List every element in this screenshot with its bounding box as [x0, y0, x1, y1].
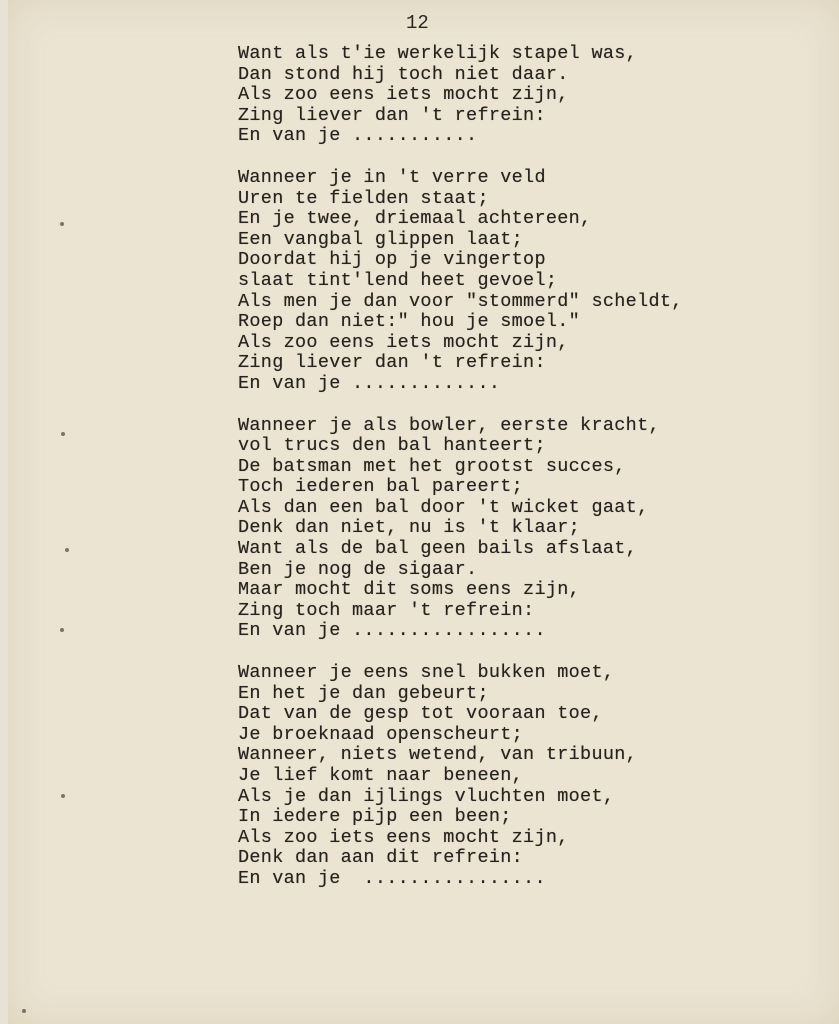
poem-line: Wanneer je eens snel bukken moet,: [238, 662, 615, 684]
poem-line: Uren te fielden staat;: [238, 187, 489, 209]
poem-line: Denk dan aan dit refrein:: [238, 847, 524, 869]
poem-line: In iedere pijp een been;: [238, 806, 512, 828]
poem-line: Als zoo iets eens mocht zijn,: [238, 826, 569, 848]
punch-mark: [65, 548, 69, 552]
poem-line: Zing liever dan 't refrein:: [238, 352, 546, 374]
poem-line: Denk dan niet, nu is 't klaar;: [238, 517, 581, 539]
poem-line: Een vangbal glippen laat;: [238, 228, 524, 250]
paper-sheet: [8, 0, 839, 1024]
stanza: [238, 416, 683, 643]
poem-line: Doordat hij op je vingertop: [238, 249, 546, 271]
punch-mark: [60, 222, 64, 226]
poem-line: En van je ................: [238, 867, 546, 889]
poem-line: Want als de bal geen bails afslaat,: [238, 538, 638, 560]
poem-line: En het je dan gebeurt;: [238, 682, 489, 704]
poem-line: Dat van de gesp tot vooraan toe,: [238, 703, 603, 725]
poem-line: slaat tint'lend heet gevoel;: [238, 269, 558, 291]
poem-line: vol trucs den bal hanteert;: [238, 435, 546, 457]
punch-mark: [22, 1009, 26, 1013]
poem-line: Dan stond hij toch niet daar.: [238, 63, 569, 85]
poem-line: Want als t'ie werkelijk stapel was,: [238, 43, 638, 64]
poem-line: Als zoo eens iets mocht zijn,: [238, 331, 569, 353]
poem-line: Als je dan ijlings vluchten moet,: [238, 785, 615, 807]
punch-mark: [61, 794, 65, 798]
poem-line: Wanneer je in 't verre veld: [238, 166, 546, 188]
poem-line: Je broeknaad openscheurt;: [238, 723, 524, 745]
poem-line: Als dan een bal door 't wicket gaat,: [238, 496, 649, 518]
poem-line: Ben je nog de sigaar.: [238, 558, 478, 580]
stanza: [238, 168, 683, 395]
poem-line: Toch iederen bal pareert;: [238, 476, 524, 498]
poem-line: En je twee, driemaal achtereen,: [238, 208, 592, 230]
poem-line: Wanneer, niets wetend, van tribuun,: [238, 744, 638, 766]
poem-line: Wanneer je als bowler, eerste kracht,: [238, 414, 660, 436]
stanza: [238, 663, 683, 890]
poem-line: En van je .............: [238, 372, 501, 394]
punch-mark: [61, 432, 65, 436]
poem-line: Als men je dan voor "stommerd" scheldt,: [238, 290, 683, 312]
poem-text: [238, 44, 683, 911]
poem-line: Je lief komt naar beneen,: [238, 765, 524, 786]
stanza: [238, 44, 683, 147]
poem-line: Als zoo eens iets mocht zijn,: [238, 84, 569, 106]
poem-line: En van je ...........: [238, 125, 478, 147]
poem-line: Roep dan niet:" hou je smoel.": [238, 311, 581, 333]
poem-line: De batsman met het grootst succes,: [238, 455, 626, 477]
poem-line: En van je .................: [238, 620, 546, 642]
poem-line: Maar mocht dit soms eens zijn,: [238, 579, 581, 601]
poem-line: Zing liever dan 't refrein:: [238, 104, 546, 126]
punch-mark: [60, 628, 64, 632]
poem-line: Zing toch maar 't refrein:: [238, 599, 535, 621]
page-number: 12: [406, 12, 429, 34]
